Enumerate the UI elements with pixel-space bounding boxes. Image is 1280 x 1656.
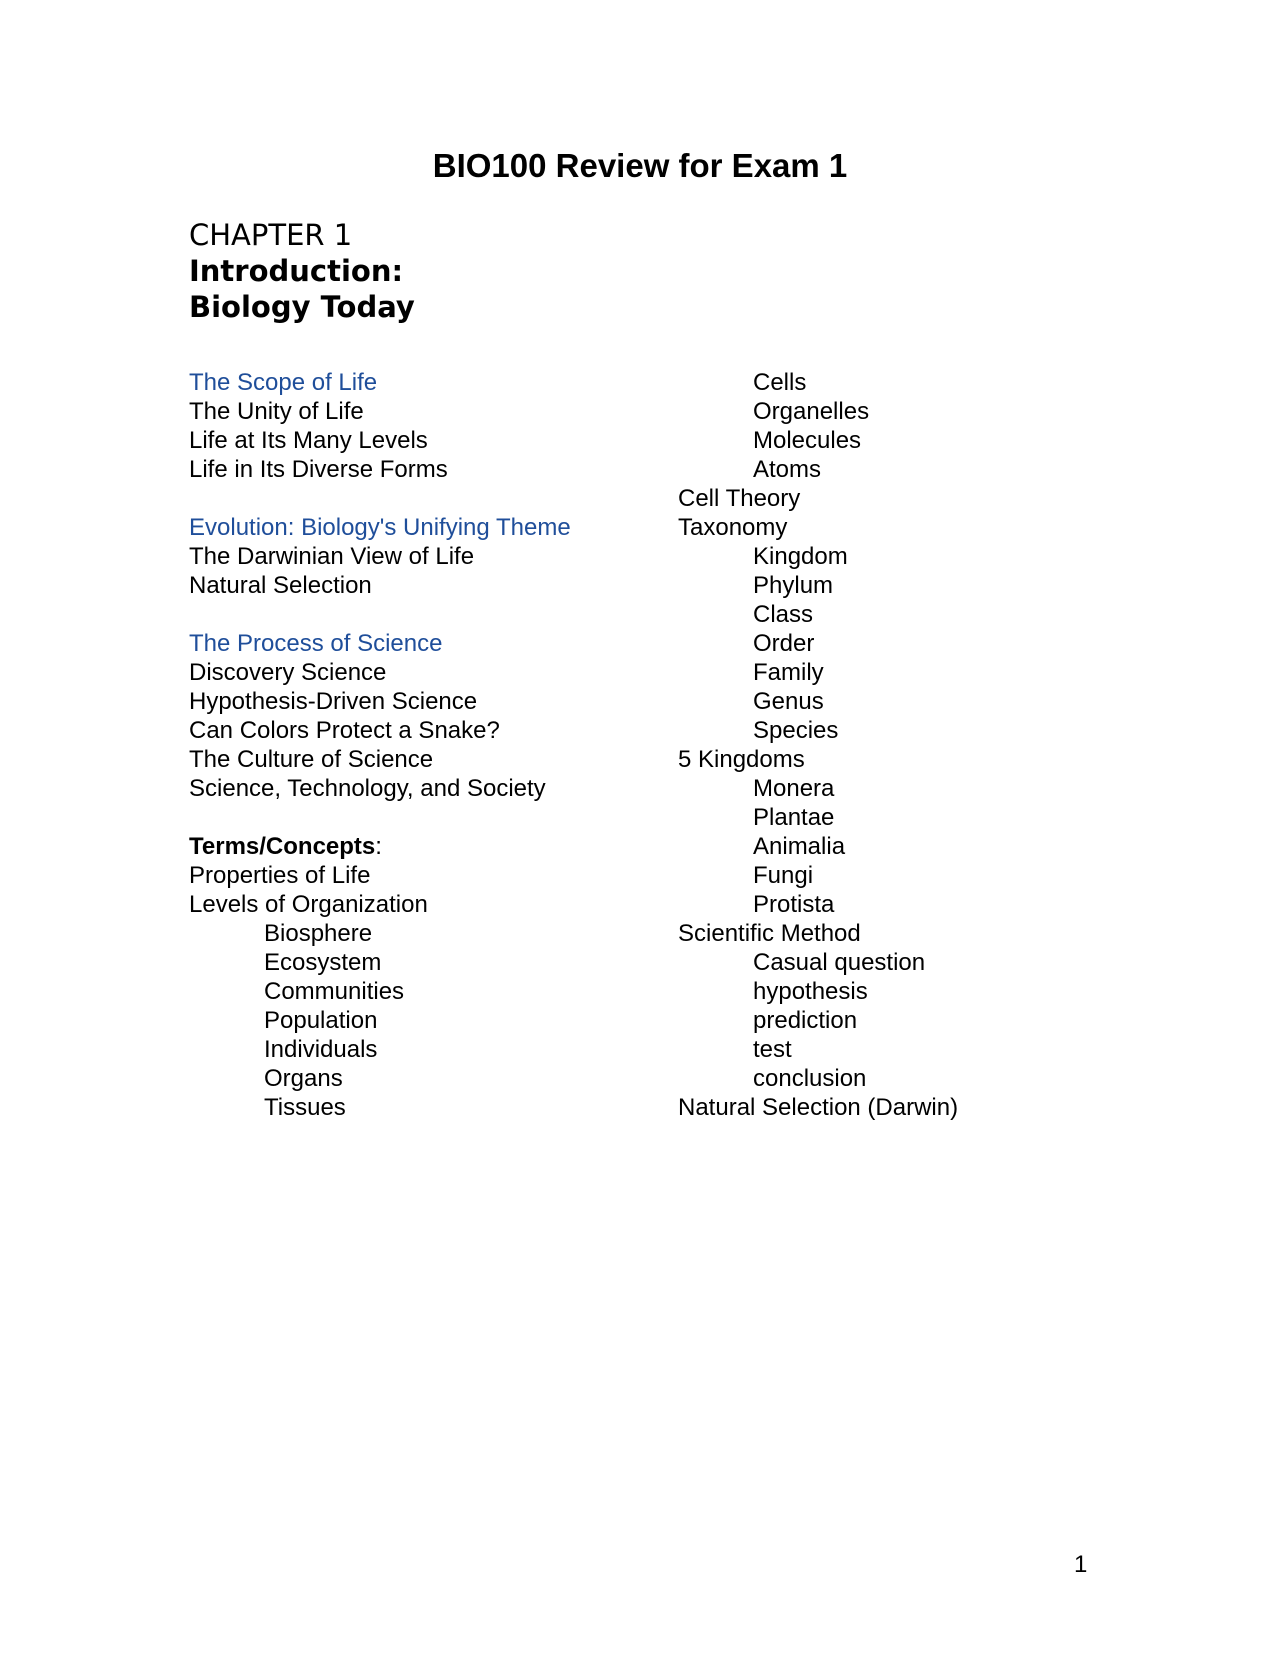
document-title: BIO100 Review for Exam 1 (432, 147, 848, 184)
level-item: Biosphere (264, 920, 373, 947)
left-column (189, 368, 669, 1122)
term-five-kingdoms: 5 Kingdoms (678, 746, 805, 773)
terms-colon: : (375, 833, 382, 860)
outline-item: The Darwinian View of Life (189, 543, 475, 570)
spacer (189, 484, 669, 513)
level-item: Individuals (264, 1036, 378, 1063)
method-step: conclusion (753, 1065, 867, 1092)
outline-item: Hypothesis-Driven Science (189, 688, 478, 715)
method-step: test (753, 1036, 792, 1063)
term-scientific-method: Scientific Method (678, 920, 861, 947)
kingdom-item: Animalia (753, 833, 846, 860)
kingdom-item: Fungi (753, 862, 814, 889)
level-item: Communities (264, 978, 405, 1005)
kingdom-item: Monera (753, 775, 835, 802)
outline-item: Can Colors Protect a Snake? (189, 717, 500, 744)
taxonomy-rank: Genus (753, 688, 824, 715)
chapter-label: CHAPTER 1 (189, 218, 353, 252)
taxonomy-rank: Species (753, 717, 839, 744)
outline-item: Life at Its Many Levels (189, 427, 428, 454)
taxonomy-rank: Class (753, 601, 814, 628)
level-item: Tissues (264, 1094, 346, 1121)
term-natural-selection: Natural Selection (Darwin) (678, 1094, 959, 1121)
terms-heading-line (189, 832, 669, 861)
taxonomy-rank: Phylum (753, 572, 834, 599)
outline-item: Natural Selection (189, 572, 372, 599)
level-item: Cells (753, 369, 807, 396)
kingdom-item: Protista (753, 891, 835, 918)
term-properties-of-life: Properties of Life (189, 862, 371, 889)
section-heading-process: The Process of Science (189, 630, 443, 657)
taxonomy-rank: Family (753, 659, 824, 686)
method-step: Casual question (753, 949, 926, 976)
method-step: prediction (753, 1007, 858, 1034)
chapter-subtitle-line1: Introduction: (189, 254, 404, 288)
chapter-heading (189, 217, 415, 325)
level-item: Organelles (753, 398, 870, 425)
section-heading-evolution: Evolution: Biology's Unifying Theme (189, 514, 571, 541)
section-heading-scope: The Scope of Life (189, 369, 378, 396)
taxonomy-rank: Kingdom (753, 543, 848, 570)
outline-item: Life in Its Diverse Forms (189, 456, 448, 483)
term-levels-of-organization: Levels of Organization (189, 891, 428, 918)
outline-item: The Culture of Science (189, 746, 434, 773)
level-item: Population (264, 1007, 378, 1034)
terms-heading: Terms/Concepts (189, 833, 376, 860)
level-item: Atoms (753, 456, 822, 483)
page-number: 1 (1074, 1551, 1088, 1578)
kingdom-item: Plantae (753, 804, 835, 831)
term-cell-theory: Cell Theory (678, 485, 801, 512)
level-item: Molecules (753, 427, 862, 454)
level-item: Ecosystem (264, 949, 382, 976)
level-item: Organs (264, 1065, 343, 1092)
spacer (189, 803, 669, 832)
outline-item: Discovery Science (189, 659, 387, 686)
spacer (189, 600, 669, 629)
outline-item: Science, Technology, and Society (189, 775, 546, 802)
taxonomy-rank: Order (753, 630, 815, 657)
method-step: hypothesis (753, 978, 868, 1005)
term-taxonomy: Taxonomy (678, 514, 788, 541)
outline-item: The Unity of Life (189, 398, 364, 425)
right-column (678, 368, 1178, 1122)
chapter-subtitle-line2: Biology Today (189, 290, 415, 324)
